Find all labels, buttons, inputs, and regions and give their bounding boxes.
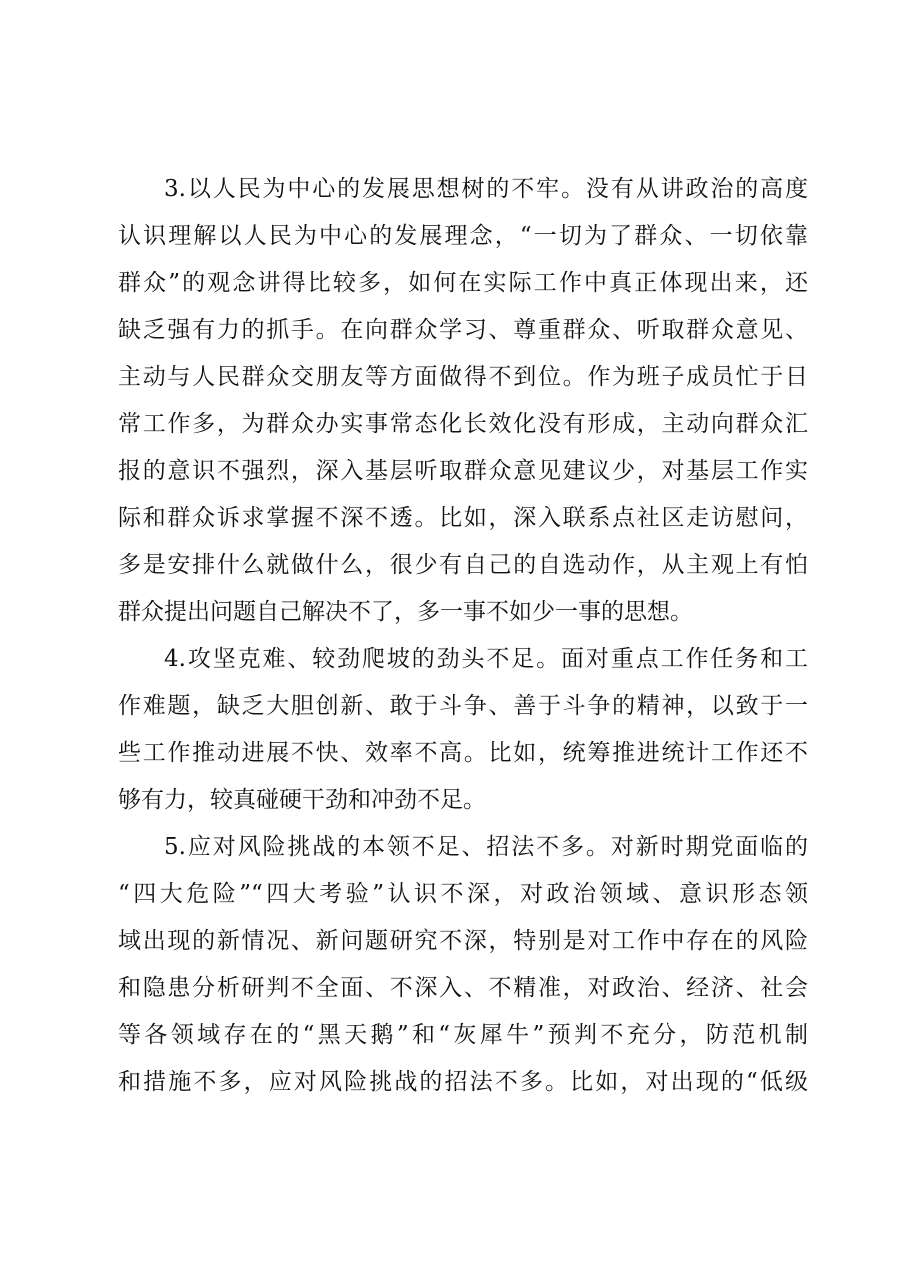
paragraph-line: 3.以人民为中心的发展思想树的不牢。没有从讲政治的高度	[164, 176, 808, 202]
paragraph-line: 群众”的观念讲得比较多，如何在实际工作中真正体现出来，还	[118, 270, 808, 296]
paragraph-line: 作难题，缺乏大胆创新、敢于斗争、善于斗争的精神，以致于一	[118, 693, 808, 719]
paragraph-5	[118, 824, 808, 1106]
paragraph-line: 群众提出问题自己解决不了，多一事不如少一事的思想。	[118, 599, 693, 625]
paragraph-line: 常工作多，为群众办实事常态化长效化没有形成，主动向群众汇	[118, 411, 808, 437]
paragraph-line: 报的意识不强烈，深入基层听取群众意见建议少，对基层工作实	[118, 458, 808, 484]
paragraph-line: 多是安排什么就做什么，很少有自己的自选动作，从主观上有怕	[118, 552, 808, 578]
paragraph-4	[118, 636, 808, 824]
paragraph-line: 4.攻坚克难、较劲爬坡的劲头不足。面对重点工作任务和工	[164, 646, 808, 672]
paragraph-line: 够有力，较真碰硬干劲和冲劲不足。	[118, 787, 486, 813]
paragraph-line: 主动与人民群众交朋友等方面做得不到位。作为班子成员忙于日	[118, 364, 808, 390]
paragraph-line: 缺乏强有力的抓手。在向群众学习、尊重群众、听取群众意见、	[118, 317, 808, 343]
paragraph-line: 和措施不多，应对风险挑战的招法不多。比如，对出现的“低级	[118, 1069, 808, 1095]
paragraph-line: “四大危险”“四大考验”认识不深，对政治领域、意识形态领	[118, 881, 808, 907]
paragraph-line: 域出现的新情况、新问题研究不深，特别是对工作中存在的风险	[118, 928, 808, 954]
paragraph-line: 认识理解以人民为中心的发展理念，“一切为了群众、一切依靠	[118, 223, 808, 249]
document-body	[118, 166, 808, 1106]
paragraph-line: 和隐患分析研判不全面、不深入、不精准，对政治、经济、社会	[118, 975, 808, 1001]
paragraph-line: 际和群众诉求掌握不深不透。比如，深入联系点社区走访慰问，	[118, 505, 808, 531]
paragraph-3	[118, 166, 808, 636]
paragraph-line: 些工作推动进展不快、效率不高。比如，统筹推进统计工作还不	[118, 740, 808, 766]
paragraph-line: 等各领域存在的“黑天鹅”和“灰犀牛”预判不充分，防范机制	[118, 1022, 808, 1048]
paragraph-line: 5.应对风险挑战的本领不足、招法不多。对新时期党面临的	[164, 834, 808, 860]
